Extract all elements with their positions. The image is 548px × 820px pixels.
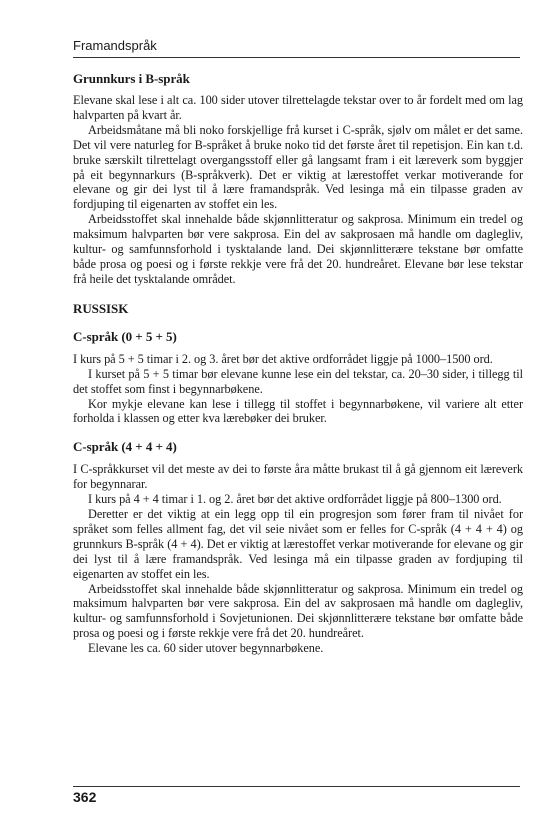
paragraph: Arbeidsstoffet skal innehalde både skjønnlitteratur og sakprosa. Minimum ein tredel og maksimum halvparten bør vere sakprosa. Ein del av sakprosaen må handle om daglegliv, kultur- og samfunnsforhold i Sovjetunionen. Dei skjønnlitterære tekstane bør omfatte både prosa og poesi og i første rekkje vere frå det 20. hundreåret. xyxy=(73,581,523,641)
paragraph: Deretter er det viktig at ein legg opp til ein progresjon som fører fram til nivået for språket som felles allment fag, det vil seie nivået som er felles for C-språk (4 + 4 + 4) og grunnkurs B-språk (4 + 4). Det er viktig at lærestoffet verkar motiverande for elevane og gir dei lyst til å lære framandspråk. Ved lesinga må ein tilpasse graden av fordjuping til eigenarten av stoffet ein les. xyxy=(73,507,523,581)
paragraph: Arbeidsstoffet skal innehalde både skjønnlitteratur og sakprosa. Minimum ein tredel og maksimum halvparten bør vere sakprosa. Ein del av sakprosaen må handle om daglegliv, kultur- og samfunnsforhold i tysktalande land. Dei skjønnlitterære tekstane bør omfatte både prosa og poesi og i første rekkje vere frå det 20. hundreåret. Elevane bør lese tekstar frå heile det tysktalande området. xyxy=(73,212,523,286)
paragraph: I kurs på 5 + 5 timar i 2. og 3. året bør det aktive ordforrådet liggje på 1000–1500 ord. xyxy=(73,351,493,366)
footer-rule xyxy=(73,786,520,787)
paragraph: I C-språkkurset vil det meste av dei to første åra måtte brukast til å gå gjennom eit læreverk for begynnarar. xyxy=(73,462,523,492)
paragraph: Elevane skal lese i alt ca. 100 sider utover tilrettelagde tekstar over to år fordelt med om lag halvparten på kvart år. xyxy=(73,93,523,122)
page-body xyxy=(73,64,523,656)
running-head: Framandspråk xyxy=(73,38,157,53)
paragraph: I kurset på 5 + 5 timar bør elevane kunne lese ein del tekstar, ca. 20–30 sider, i tillegg til det stoffet som finst i begynnarbøkene. xyxy=(73,366,523,396)
section-heading-russisk: RUSSISK xyxy=(73,300,129,316)
paragraph: Kor mykje elevane kan lese i tillegg til stoffet i begynnarbøkene, vil variere alt etter forholda i klassen og etter kva lærebøker dei bruker. xyxy=(73,396,523,426)
header-rule xyxy=(73,57,520,58)
section-heading-c-sprak-444: C-språk (4 + 4 + 4) xyxy=(73,439,177,455)
paragraph: I kurs på 4 + 4 timar i 1. og 2. året bør det aktive ordforrådet liggje på 800–1300 ord. xyxy=(88,492,502,507)
paragraph: Elevane les ca. 60 sider utover begynnarbøkene. xyxy=(88,641,324,656)
section-heading-c-sprak-555: C-språk (0 + 5 + 5) xyxy=(73,328,177,344)
page-number: 362 xyxy=(73,789,97,805)
section-heading-grunnkurs: Grunnkurs i B-språk xyxy=(73,71,190,86)
paragraph: Arbeidsmåtane må bli noko forskjellige frå kurset i C-språk, sjølv om målet er det same. Det vil vere naturleg for B-språket å bruke noko tid det første året til repetisjon. Ein kan t.d. bruke særskilt tilrettelagt overgangsstoff eller gå langsamt fram i eit læreverk som byggjer på eit begynnarkurs (B-språkverk). Det er viktig at lærestoffet verkar motiverande for elevane og gir dei lyst til å lære framandspråk. Ved lesinga må ein tilpasse graden av fordjuping til eigenarten av stoffet ein les. xyxy=(73,122,523,212)
